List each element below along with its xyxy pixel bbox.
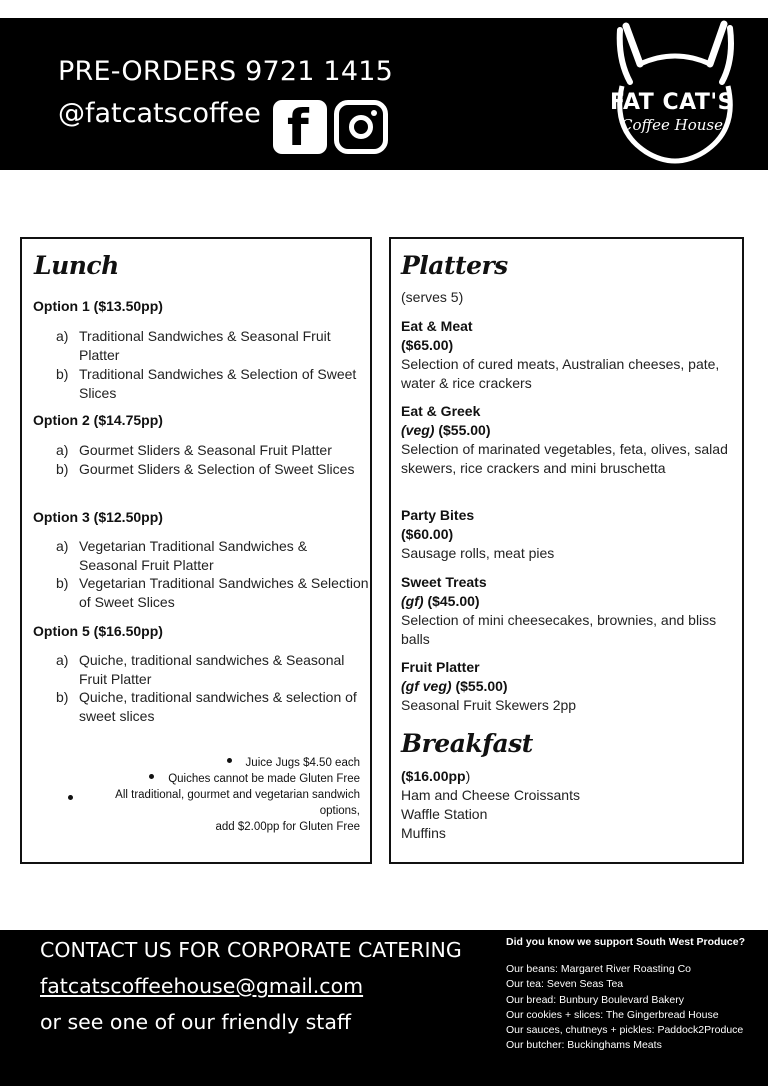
platters-panel: [389, 237, 744, 864]
email-link[interactable]: fatcatscoffeehouse@gmail.com: [40, 974, 364, 998]
breakfast-title: Breakfast: [401, 729, 533, 758]
list-item: Our tea: Seven Seas Tea: [506, 978, 624, 991]
lunch-title: Lunch: [34, 251, 119, 280]
list-item: Eat & Meat ($65.00) Selection of cured meats, Australian cheeses, pate, water & rice crackers: [401, 318, 720, 391]
breakfast-list: ($16.00pp) Ham and Cheese Croissants Waffle Station Muffins: [401, 767, 736, 843]
logo-name: FAT CAT'S: [609, 90, 735, 115]
staff-line: or see one of our friendly staff: [40, 1010, 352, 1034]
list-item: Our cookies + slices: The Gingerbread House: [506, 1008, 719, 1021]
produce-heading: Did you know we support South West Produce?: [506, 936, 745, 948]
instagram-icon[interactable]: [334, 100, 388, 154]
list-item: Our sauces, chutneys + pickles: Paddock2Produce: [506, 1024, 744, 1037]
produce-list: [506, 962, 743, 1054]
list-item: Our butcher: Buckinghams Meats: [506, 1039, 662, 1052]
list-item: Waffle Station: [401, 806, 488, 822]
preorders-phone: PRE-ORDERS 9721 1415: [58, 56, 393, 87]
list-item: Our beans: Margaret River Roasting Co: [506, 963, 691, 975]
platters-serves: (serves 5): [401, 289, 464, 305]
list-item: Fruit Platter (gf veg) ($55.00) Seasonal Fruit Skewers 2pp: [401, 659, 577, 713]
option-heading: Option 5 ($16.50pp): [33, 623, 163, 639]
contact-heading: CONTACT US FOR CORPORATE CATERING: [40, 938, 462, 962]
list-item: Muffins: [401, 825, 446, 841]
option-heading: Option 2 ($14.75pp): [33, 412, 163, 428]
facebook-icon[interactable]: f: [273, 100, 327, 154]
note-item: Quiches cannot be made Gluten Free: [60, 771, 360, 787]
list-item: Eat & Greek (veg) ($55.00) Selection of marinated vegetables, feta, olives, salad skewers, rice crackers and mini bruschetta: [401, 403, 728, 476]
platters-title: Platters: [401, 251, 508, 280]
option-heading: Option 1 ($13.50pp): [33, 298, 163, 314]
note-item: Juice Jugs $4.50 each: [60, 755, 360, 771]
option-heading: Option 3 ($12.50pp): [33, 509, 163, 525]
note-item: All traditional, gourmet and vegetarian sandwich options,: [60, 787, 360, 819]
logo-subtitle: Coffee House: [620, 116, 723, 134]
note-item: add $2.00pp for Gluten Free: [215, 821, 360, 833]
lunch-notes: [60, 755, 360, 835]
list-item: Party Bites ($60.00) Sausage rolls, meat pies: [401, 507, 555, 561]
list-item: Ham and Cheese Croissants: [401, 787, 580, 803]
list-item: Our bread: Bunbury Boulevard Bakery: [506, 993, 685, 1006]
list-item: Sweet Treats (gf) ($45.00) Selection of mini cheesecakes, brownies, and bliss balls: [401, 574, 717, 647]
lunch-panel: Lunch Option 1 ($13.50pp) a) Traditional Sandwiches & Seasonal Fruit Platter b) Traditional Sandwiches & Selection of Sweet Slices Option 2 ($14.75pp) a) Gourmet Sliders & Seasonal Fruit Platter b) Gourmet Sliders & Selection of Sweet Slices Option 3 ($12.50pp) a) Vegetarian Traditional Sandwiches & Seasonal Fruit Platter b) Vegetarian Traditional Sandwiches & Selection of Sweet Slices Option 5 ($16.50pp) a) Quiche, traditional sandwiches & Seasonal Fruit Platter b) Quiche, traditional sandwiches & selection of sweet slices Juice Jugs $4.50 each Quiches cannot be made Gluten Free All traditional, gourmet and vegetarian sandwich options, add $2.00pp for Gluten Free: [20, 237, 372, 864]
social-handle: @fatcatscoffee: [58, 98, 261, 129]
